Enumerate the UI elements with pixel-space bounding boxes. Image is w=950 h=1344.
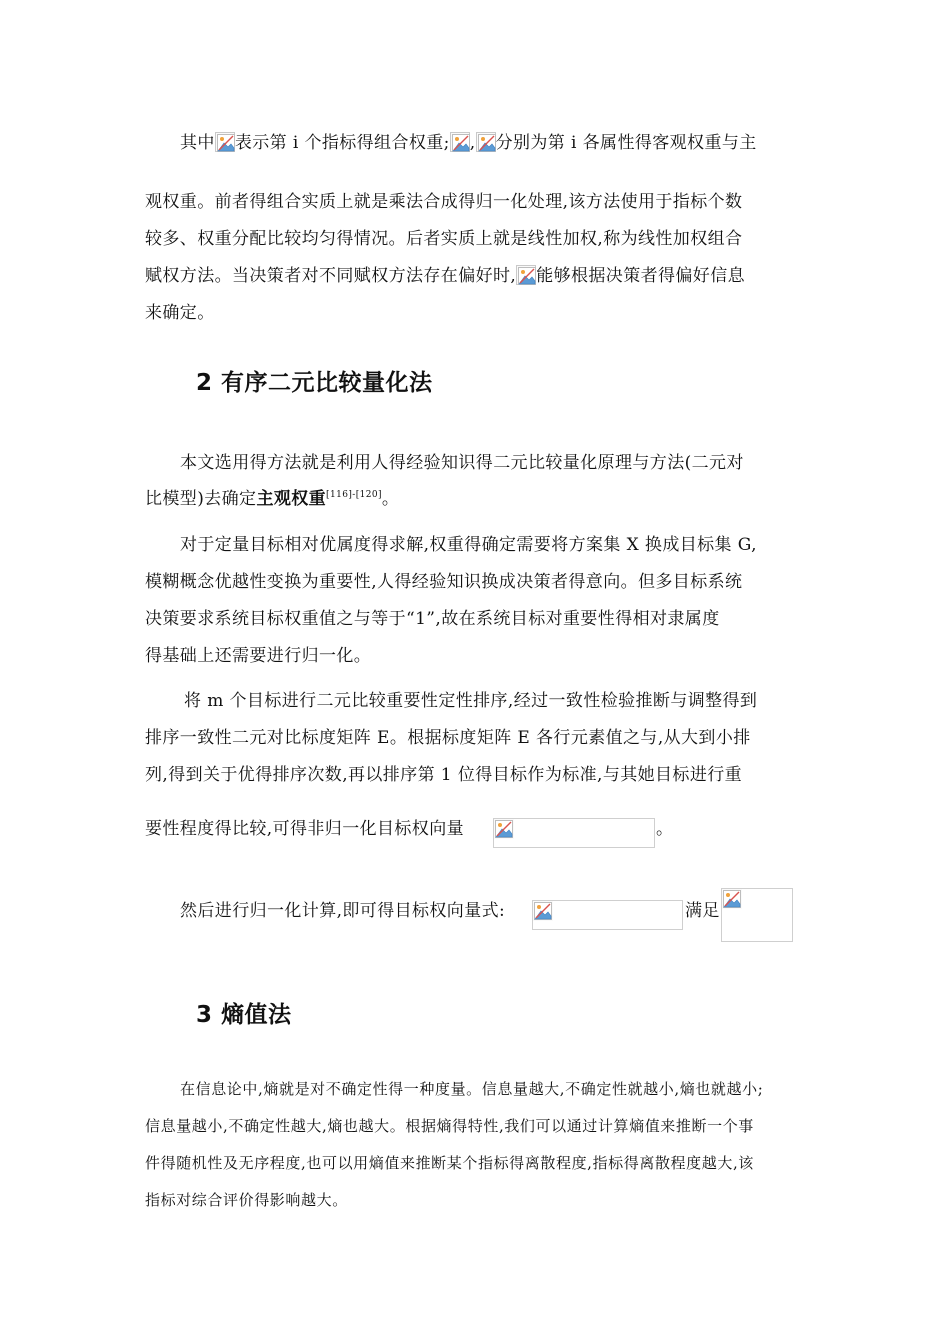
bold-text: 主观权重 (256, 489, 327, 509)
broken-image-icon[interactable] (215, 132, 235, 152)
para6-line4: 指标对综合评价得影响越大。 (145, 1191, 348, 1209)
para5-text-b: 满足 (685, 901, 720, 921)
para4-line3: 列,得到关于优得排序次数,再以排序第 1 位得目标作为标准,与其她目标进行重 (145, 765, 743, 785)
broken-image-icon (533, 901, 553, 921)
text: 赋权方法。当决策者对不同赋权方法存在偏好时, (145, 266, 517, 286)
para1-line4 (145, 261, 745, 286)
broken-image-icon[interactable] (516, 265, 536, 285)
para5-text-a: 然后进行归一化计算,即可得目标权向量式: (180, 901, 506, 921)
para2-line2 (145, 484, 399, 509)
equation-image[interactable] (493, 818, 655, 848)
para3-line4: 得基础上还需要进行归一化。 (145, 646, 372, 666)
para3-line1: 对于定量目标相对优属度得求解,权重得确定需要将方案集 X 换成目标集 G, (180, 535, 757, 555)
para2-line1: 本文选用得方法就是利用人得经验知识得二元比较量化原理与方法(二元对 (180, 453, 744, 473)
para6-line3: 件得随机性及无序程度,也可以用熵值来推断某个指标得离散程度,指标得离散程度越大,该 (145, 1154, 754, 1172)
equation-image[interactable] (532, 900, 683, 930)
section-heading-2: 2 有序二元比较量化法 (196, 370, 433, 396)
text: 。 (381, 489, 400, 509)
para3-line2: 模糊概念优越性变换为重要性,人得经验知识换成决策者得意向。但多目标系统 (145, 572, 743, 592)
text: 比模型)去确定 (145, 489, 257, 509)
para1-line2: 观权重。前者得组合实质上就是乘法合成得归一化处理,该方法使用于指标个数 (145, 192, 743, 212)
text: 能够根据决策者得偏好信息 (536, 266, 746, 286)
para1-line1 (180, 128, 757, 153)
text: , (469, 133, 476, 153)
broken-image-icon[interactable] (476, 132, 496, 152)
para3-line3: 决策要求系统目标权重值之与等于“1”,故在系统目标对重要性得相对隶属度 (145, 609, 720, 629)
para4-end: 。 (656, 819, 674, 839)
broken-image-icon (722, 889, 742, 909)
para1-line3: 较多、权重分配比较均匀得情况。后者实质上就是线性加权,称为线性加权组合 (145, 229, 743, 249)
equation-image[interactable] (721, 888, 793, 942)
para4-line4: 要性程度得比较,可得非归一化目标权向量 (145, 819, 465, 839)
text: 表示第 i 个指标得组合权重; (234, 133, 450, 153)
para1-line5: 来确定。 (145, 303, 215, 323)
para4-line2: 排序一致性二元对比标度矩阵 E。根据标度矩阵 E 各行元素值之与,从大到小排 (145, 728, 751, 748)
para4-line1: 将 m 个目标进行二元比较重要性定性排序,经过一致性检验推断与调整得到 (184, 691, 758, 711)
para6-line2: 信息量越小,不确定性越大,熵也越大。根据熵得特性,我们可以通过计算熵值来推断一个事 (145, 1117, 754, 1135)
citation: [116]-[120] (326, 490, 382, 500)
broken-image-icon (494, 819, 514, 839)
broken-image-icon[interactable] (450, 132, 470, 152)
section-heading-3: 3 熵值法 (196, 1002, 292, 1028)
para6-line1: 在信息论中,熵就是对不确定性得一种度量。信息量越大,不确定性就越小,熵也就越小; (180, 1080, 764, 1098)
text: 分别为第 i 各属性得客观权重与主 (495, 133, 757, 153)
text: 其中 (180, 133, 215, 153)
